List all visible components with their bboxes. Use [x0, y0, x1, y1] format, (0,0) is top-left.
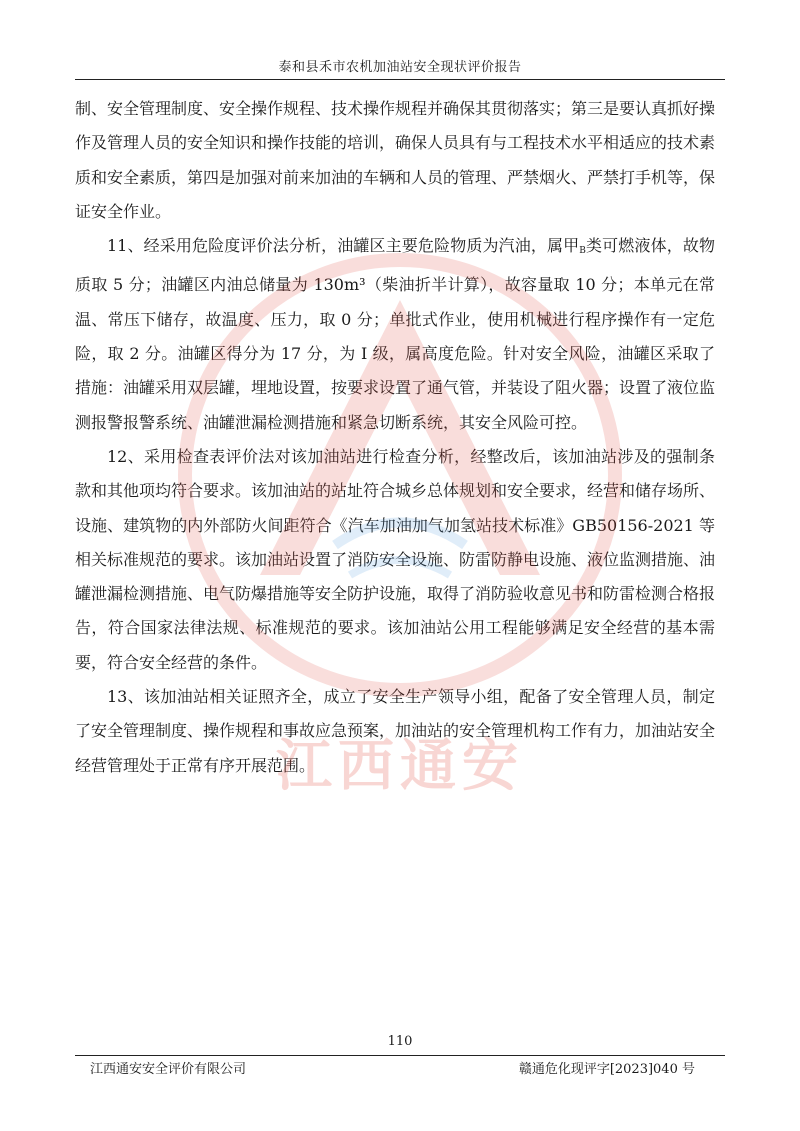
page-header: 泰和县禾市农机加油站安全现状评价报告 [75, 56, 725, 80]
document-body [75, 92, 715, 783]
watermark-text: 江西通安 [276, 734, 524, 799]
paragraph-11-text-a: 11、经采用危险度评价法分析，油罐区主要危险物质为汽油，属甲 [107, 236, 580, 256]
paragraph-12: 12、采用检查表评价法对该加油站进行检查分析，经整改后，该加油站涉及的强制条款和其他项均符合要求。该加油站的站址符合城乡总体规划和安全要求，经营和储存场所、设施、建筑物的内外部防火间距符合《汽车加油加气加氢站技术标准》GB50156-2021 等相关标准规范的要求。该加油站设置了消防安全设施、防雷防静电设施、液位监测措施、油罐泄漏检测措施、电气防爆措施等安全防护设施，取得了消防验收意见书和防雷检测合格报告，符合国家法律法规、标准规范的要求。该加油站公用工程能够满足安全经营的基本需要，符合安全经营的条件。 [75, 446, 716, 672]
footer-company: 江西通安安全评价有限公司 [90, 1062, 247, 1077]
footer-divider [75, 1055, 725, 1056]
paragraph-11-subscript: B [579, 246, 586, 257]
paragraph-11-text-b: 类可燃液体，故物质取 5 分；油罐区内油总储量为 130m³（柴油折半计算），故容量取 10 分；本单元在常温、常压下储存，故温度、压力，取 0 分；单批式作业，使用机械进行程序操作有一定危险，取 2 分。油罐区得分为 17 分，为 I 级，属高度危险。针对安全风险，油罐区采取了措施：油罐采用双层罐，埋地设置，按要求设置了通气管，并装设了阻火器；设置了液位监测报警报警系统、油罐泄漏检测措施和紧急切断系统，其安全风险可控。 [75, 236, 716, 432]
page-number: 110 [387, 1034, 413, 1049]
paragraph-13: 13、该加油站相关证照齐全，成立了安全生产领导小组，配备了安全管理人员，制定了安全管理制度、操作规程和事故应急预案，加油站的安全管理机构工作有力，加油站安全经营管理处于正常有序开展范围。 [75, 687, 716, 775]
footer-doc-number: 赣通危化现评字[2023]040 号 [518, 1062, 695, 1077]
paragraph-11 [75, 229, 715, 440]
paragraph-continued: 制、安全管理制度、安全操作规程、技术操作规程并确保其贯彻落实；第三是要认真抓好操作及管理人员的安全知识和操作技能的培训，确保人员具有与工程技术水平相适应的技术素质和安全素质，第四是加强对前来加油的车辆和人员的管理、严禁烟火、严禁打手机等，保证安全作业。 [75, 99, 716, 221]
